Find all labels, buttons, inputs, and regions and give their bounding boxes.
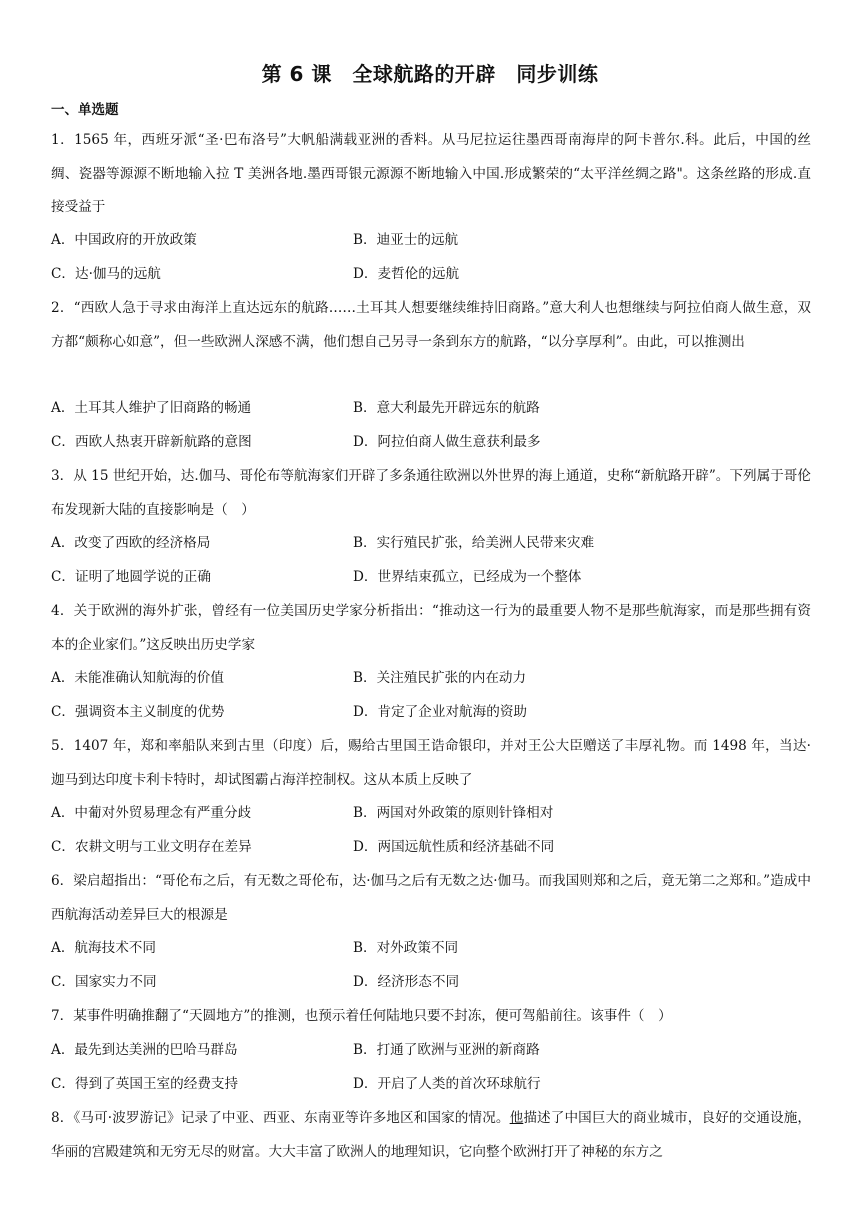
question-6-option-d[interactable]: D．经济形态不同	[353, 974, 460, 990]
question-5-option-d[interactable]: D．两国远航性质和经济基础不同	[353, 839, 555, 855]
question-5-text: 5．1407 年，郑和率船队来到古里（印度）后，赐给古里国王诰命银印，并对王公大臣赠送了丰厚礼物。而 1498 年，当达·迦马到达印度卡利卡特时，却试图霸占海洋控制权。这从本质上反映了	[51, 738, 811, 788]
question-1-option-b[interactable]: B．迪亚士的远航	[353, 232, 459, 248]
question-5-option-b[interactable]: B．两国对外政策的原则针锋相对	[353, 805, 554, 821]
question-2-option-c[interactable]: C．西欧人热衷开辟新航路的意图	[51, 434, 252, 450]
question-8-text	[51, 1102, 811, 1169]
question-2-option-d[interactable]: D．阿拉伯商人做生意获利最多	[353, 434, 541, 450]
question-4-option-b[interactable]: B．关注殖民扩张的内在动力	[353, 670, 527, 686]
question-1-option-a[interactable]: A．中国政府的开放政策	[51, 232, 197, 248]
question-3-option-a[interactable]: A．改变了西欧的经济格局	[51, 535, 211, 551]
question-2-option-b[interactable]: B．意大利最先开辟远东的航路	[353, 400, 540, 416]
question-1-option-c[interactable]: C．达·伽马的远航	[51, 266, 161, 282]
question-8-underlined-word: 他	[509, 1110, 524, 1126]
page-title: 第 6 课 全球航路的开辟 同步训练	[261, 62, 599, 86]
question-1-option-d[interactable]: D．麦哲伦的远航	[353, 266, 460, 282]
question-7-option-c[interactable]: C．得到了英国王室的经费支持	[51, 1076, 239, 1092]
question-5-option-a[interactable]: A．中葡对外贸易理念有严重分歧	[51, 805, 252, 821]
question-5-option-c[interactable]: C．农耕文明与工业文明存在差异	[51, 839, 252, 855]
question-6-option-c[interactable]: C．国家实力不同	[51, 974, 157, 990]
question-2-text: 2．“西欧人急于寻求由海洋上直达远东的航路……土耳其人想要继续维持旧商路。”意大利人也想继续与阿拉伯商人做生意，双方都“颇称心如意”，但一些欧洲人深感不满，他们想自己另寻一条到东方的航路，“以分享厚利”。由此，可以推测出	[51, 300, 811, 350]
question-8-text-before: 8．《马可·波罗游记》记录了中亚、西亚、东南亚等许多地区和国家的情况。	[51, 1110, 510, 1126]
question-2-option-a[interactable]: A．土耳其人维护了旧商路的畅通	[51, 400, 252, 416]
question-7-text: 7．某事件明确推翻了“天圆地方”的推测，也预示着任何陆地只要不封冻，便可驾船前往。该事件（ ）	[51, 1008, 672, 1024]
question-8-text-after: 描述了中国巨大的商业城市，良好的交通设施，华丽的宫殿建筑和无穷无尽的财富。大大丰富了欧洲人的地理知识，它向整个欧洲打开了神秘的东方之	[51, 1110, 812, 1160]
question-6-option-a[interactable]: A．航海技术不同	[51, 940, 156, 956]
question-4-option-a[interactable]: A．未能准确认知航海的价值	[51, 670, 224, 686]
question-3-option-d[interactable]: D．世界结束孤立，已经成为一个整体	[353, 569, 582, 585]
question-1-text: 1．1565 年，西班牙派“圣·巴布洛号”大帆船满载亚洲的香料。从马尼拉运往墨西哥南海岸的阿卡普尔.科。此后，中国的丝绸、瓷器等源源不断地输入拉 T 美洲各地.墨西哥银元源源不断地输入中国.形成繁荣的“太平洋丝绸之路"。这条丝路的形成.直接受益于	[51, 132, 811, 216]
section-heading: 一、单选题	[51, 102, 119, 118]
question-3-text: 3．从 15 世纪开始，达.伽马、哥伦布等航海家们开辟了多条通往欧洲以外世界的海上通道，史称“新航路开辟”。下列属于哥伦布发现新大陆的直接影响是（ ）	[51, 468, 811, 518]
question-7-option-a[interactable]: A．最先到达美洲的巴哈马群岛	[51, 1042, 238, 1058]
question-4-text: 4．关于欧洲的海外扩张，曾经有一位美国历史学家分析指出：“推动这一行为的最重要人物不是那些航海家，而是那些拥有资本的企业家们。”这反映出历史学家	[51, 603, 811, 653]
question-6-option-b[interactable]: B．对外政策不同	[353, 940, 459, 956]
question-7-option-b[interactable]: B．打通了欧洲与亚洲的新商路	[353, 1042, 540, 1058]
question-6-text: 6．梁启超指出：“哥伦布之后，有无数之哥伦布，达·伽马之后有无数之达·伽马。而我国则郑和之后，竟无第二之郑和。”造成中西航海活动差异巨大的根源是	[51, 873, 811, 923]
question-4-option-d[interactable]: D．肯定了企业对航海的资助	[353, 704, 528, 720]
question-3-option-c[interactable]: C．证明了地圆学说的正确	[51, 569, 211, 585]
question-3-option-b[interactable]: B．实行殖民扩张，给美洲人民带来灾难	[353, 535, 595, 551]
question-4-option-c[interactable]: C．强调资本主义制度的优势	[51, 704, 225, 720]
question-7-option-d[interactable]: D．开启了人类的首次环球航行	[353, 1076, 541, 1092]
